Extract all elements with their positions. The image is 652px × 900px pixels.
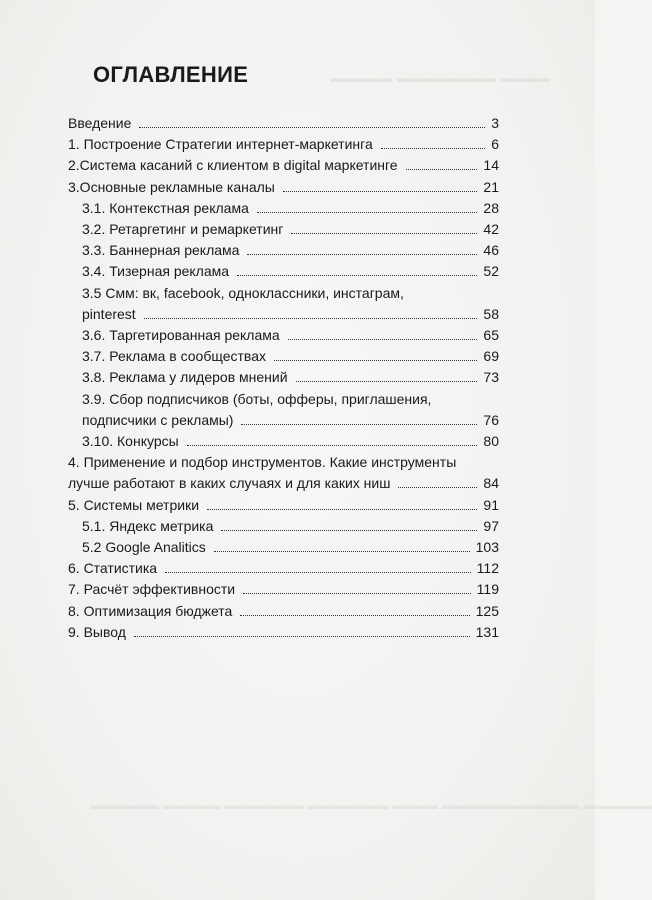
toc-entry-label-line: 3.5 Смм: вк, facebook, одноклассники, инстаграм, [82,284,404,301]
toc-entry-page-number: 103 [475,539,499,556]
page-title: ОГЛАВЛЕНИЕ [93,62,249,87]
toc-entry-label: 3.6. Таргетированная реклама [82,327,280,344]
toc-entry[interactable] [68,579,499,600]
dot-leader [257,212,478,213]
dot-leader [214,551,470,552]
dot-leader [288,339,478,340]
toc-entry[interactable] [68,389,499,431]
toc-entry-page-number: 65 [483,327,499,344]
toc-entry-label: 9. Вывод [68,623,126,640]
dot-leader [406,169,478,170]
toc-entry-label: 6. Статистика [68,560,158,577]
toc-entry-page-number: 119 [476,581,499,598]
toc-entry[interactable] [68,134,499,155]
toc-entry[interactable] [68,325,499,346]
toc-entry-label: 5.1. Яндекс метрика [82,517,214,534]
toc-entry-label: лучше работают в каких случаях и для каких ниш [68,475,391,492]
toc-entry-label: 7. Расчёт эффективности [68,581,236,598]
toc-entry[interactable] [68,113,499,134]
toc-entry-label: 5.2 Google Analitics [82,539,206,556]
toc-entry-label: 3.2. Ретаргетинг и ремаркетинг [82,221,284,238]
toc-entry-page-number: 112 [476,560,499,577]
toc-entry-label-line: 4. Применение и подбор инструментов. Какие инструменты [68,454,457,471]
toc-entry-label: 3.10. Конкурсы [82,433,179,450]
bleed-through-text: ▬▬▬▬ ▬▬▬▬▬▬▬▬ ▬▬▬▬▬ [330,71,551,85]
toc-entry-page-number: 6 [491,136,499,153]
toc-entry-page-number: 52 [483,263,499,280]
toc-entry-label: 3.Основные рекламные каналы [68,178,275,195]
dot-leader [381,148,485,149]
dot-leader [134,636,470,637]
dot-leader [187,445,478,446]
toc-entry[interactable] [68,155,499,176]
toc-entry-page-number: 91 [483,496,499,513]
toc-entry-page-number: 21 [483,178,499,195]
toc-entry-label: 2.Система касаний с клиентом в digital маркетинге [68,157,398,174]
table-of-contents [68,113,499,643]
toc-entry[interactable] [68,346,499,367]
dot-leader [283,191,478,192]
bleed-through-text: ▬▬▬▬▬▬ ▬▬▬▬▬▬▬▬▬▬▬▬ ▬▬▬▬ ▬▬▬▬▬▬▬ ▬▬▬▬▬▬▬ ▬▬▬▬▬ ▬▬▬▬▬▬ [90,800,652,812]
toc-entry-label: pinterest [82,305,136,322]
toc-entry-page-number: 73 [483,369,499,386]
toc-entry-page-number: 125 [475,602,499,619]
toc-entry[interactable] [68,367,499,388]
toc-entry[interactable] [68,452,499,494]
toc-entry-page-number: 42 [483,221,499,238]
toc-entry-page-number: 69 [483,348,499,365]
dot-leader [398,487,477,488]
toc-entry[interactable] [68,219,499,240]
toc-entry-page-number: 84 [483,475,499,492]
toc-entry[interactable] [68,558,499,579]
toc-entry[interactable] [68,198,499,219]
dot-leader [296,381,478,382]
dot-leader [247,254,477,255]
toc-entry-page-number: 28 [483,199,499,216]
toc-entry[interactable] [68,261,499,282]
dot-leader [240,615,469,616]
toc-entry[interactable] [68,622,499,643]
toc-entry[interactable] [68,601,499,622]
toc-entry[interactable] [68,283,499,325]
toc-entry-label: Введение [68,115,132,131]
dot-leader [243,593,471,594]
toc-entry-page-number: 14 [483,157,499,174]
toc-entry-label: 5. Системы метрики [68,496,200,513]
toc-entry-page-number: 76 [483,411,499,428]
toc-entry-label: подписчики с рекламы) [82,411,234,428]
dot-leader [221,530,477,531]
toc-entry-label-line: 3.9. Сбор подписчиков (боты, офферы, приглашения, [82,390,432,407]
dot-leader [207,509,477,510]
dot-leader [144,318,478,319]
dot-leader [274,360,477,361]
toc-entry-label: 3.4. Тизерная реклама [82,263,230,280]
toc-entry[interactable] [68,495,499,516]
toc-entry[interactable] [68,537,499,558]
dot-leader [241,424,477,425]
toc-entry[interactable] [68,516,499,537]
toc-entry-label: 3.1. Контекстная реклама [82,199,249,216]
toc-entry-label: 3.8. Реклама у лидеров мнений [82,369,288,386]
dot-leader [237,275,477,276]
toc-entry-label: 3.3. Баннерная реклама [82,242,240,259]
toc-entry-page-number: 46 [483,242,499,259]
toc-entry-page-number: 3 [491,115,499,131]
toc-entry-label: 3.7. Реклама в сообществах [82,348,266,365]
toc-entry[interactable] [68,177,499,198]
toc-entry[interactable] [68,431,499,452]
toc-entry-page-number: 58 [483,305,499,322]
toc-entry-page-number: 131 [475,623,499,640]
dot-leader [165,572,471,573]
dot-leader [139,127,485,128]
dot-leader [291,233,477,234]
toc-entry-label: 8. Оптимизация бюджета [68,602,233,619]
toc-entry-label: 1. Построение Стратегии интернет-маркетинга [68,136,373,153]
toc-entry[interactable] [68,240,499,261]
toc-entry-page-number: 97 [483,517,499,534]
toc-entry-page-number: 80 [483,433,499,450]
